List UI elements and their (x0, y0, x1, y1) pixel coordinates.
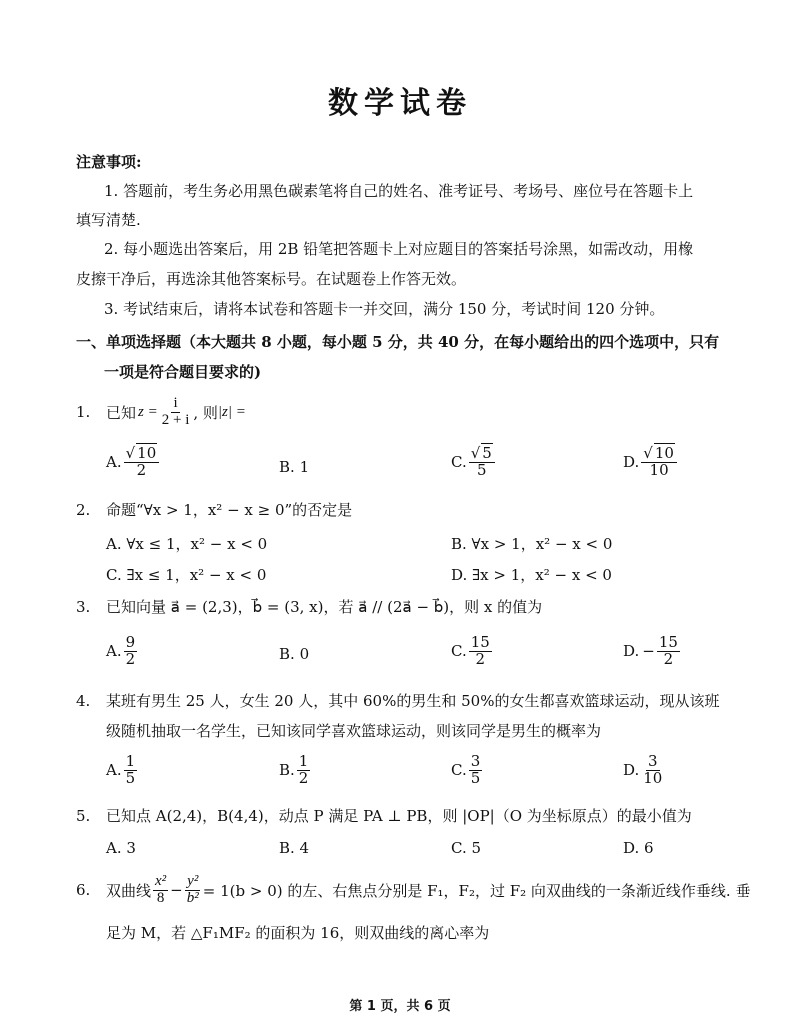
option-a (106, 635, 139, 668)
sqrt-symbol: √ (125, 444, 136, 462)
question-6-line-2: 足为 M，若 △F₁MF₂ 的面积为 16，则双曲线的离心率为 (106, 924, 490, 942)
option-fraction (641, 446, 677, 479)
notice-item-3: 3. 考试结束后，请将本试卷和答题卡一并交回，满分 150 分，考试时间 120 分钟。 (104, 300, 665, 318)
option-label: B. (279, 761, 295, 780)
option-label: B. (279, 458, 295, 476)
question-number: 6. (76, 881, 91, 900)
fraction-numerator: 9 (125, 633, 136, 651)
question-1-z: z = (138, 403, 158, 420)
option-fraction (124, 754, 138, 787)
fraction-y (185, 874, 201, 907)
fraction-denominator: 5 (477, 460, 487, 479)
option-a: A. ∀x ≤ 1，x² − x < 0 (106, 535, 268, 553)
option-b: B. ∀x > 1，x² − x < 0 (451, 535, 613, 553)
page-footer: 第 1 页，共 6 页 (349, 999, 451, 1014)
option-a (106, 446, 161, 479)
fraction-numerator: 3 (648, 752, 658, 770)
fraction-numerator: 15 (658, 633, 678, 651)
page-title: 数学试卷 (328, 86, 472, 121)
option-c: C. ∃x ≤ 1，x² − x < 0 (106, 566, 267, 584)
fraction-numerator: 15 (470, 633, 490, 651)
option-label: C. (451, 642, 467, 661)
section-heading-line-2: 一项是符合题目要求的) (104, 363, 262, 381)
question-number: 3. (76, 598, 91, 616)
option-d: D. 6 (623, 839, 654, 857)
question-1-abs: |z| = (217, 403, 246, 420)
option-d (623, 754, 666, 787)
option-label: C. (451, 453, 467, 472)
fraction-denominator: 2 (475, 649, 486, 668)
fraction-numerator: 1 (125, 752, 136, 770)
option-fraction (469, 446, 495, 479)
question-6-equation-rest: = 1(b > 0) 的左、右焦点分别是 F₁，F₂，过 F₂ 向双曲线的一条渐近线作垂线. 垂 (202, 881, 751, 900)
question-1-post: , 则 (193, 403, 218, 422)
option-label: A. (106, 453, 122, 472)
option-c (451, 754, 484, 787)
question-stem: 已知点 A(2,4)，B(4,4)，动点 P 满足 PA ⊥ PB，则 |OP|（O 为坐标原点）的最小值为 (106, 807, 692, 825)
question-6-pre: 双曲线 (106, 881, 152, 900)
fraction-denominator: b² (186, 889, 199, 906)
question-1-pre: 已知 (106, 403, 137, 422)
question-number: 1. (76, 403, 91, 422)
fraction-denominator: 10 (643, 768, 663, 787)
sqrt-symbol: √ (643, 444, 653, 462)
notice-item-2-line-2: 皮擦干净后，再选涂其他答案标号。在试题卷上作答无效。 (76, 270, 467, 288)
question-1 (76, 396, 246, 429)
question-4-line-2: 级随机抽取一名学生，已知该同学喜欢篮球运动，则该同学是男生的概率为 (106, 722, 602, 740)
question-4 (76, 690, 719, 711)
question-5 (76, 805, 692, 826)
question-stem-line-1: 某班有男生 25 人，女生 20 人，其中 60%的男生和 50%的女生都喜欢篮球运动，现从该班 (106, 692, 720, 710)
notice-item-1-line-1: 1. 答题前，考生务必用黑色碳素笔将自己的姓名、准考证号、考场号、座位号在答题卡上 (104, 182, 694, 200)
option-sign: − (642, 642, 655, 661)
option-c: C. 5 (451, 839, 482, 857)
option-label: D. (623, 642, 640, 661)
question-stem: 已知向量 a⃗ = (2,3)，b⃗ = (3, x)，若 a⃗ // (2a⃗ − b⃗)，则 x 的值为 (106, 598, 543, 616)
fraction-numerator: i (173, 395, 178, 411)
option-fraction (124, 635, 138, 668)
option-b (279, 645, 309, 663)
fraction-denominator: 5 (470, 768, 481, 787)
minus-sign: − (170, 881, 183, 900)
fraction-denominator: 2 (663, 649, 674, 668)
option-fraction (297, 754, 311, 787)
option-a: A. 3 (106, 839, 136, 857)
notice-item-1-line-2: 填写清楚. (76, 211, 141, 229)
fraction-numerator: x² (155, 873, 167, 889)
option-fraction (641, 754, 664, 787)
radicand: 10 (654, 444, 674, 462)
option-b: B. 4 (279, 839, 310, 857)
notice-item-2-line-1: 2. 每小题选出答案后，用 2B 铅笔把答题卡上对应题目的答案括号涂黑，如需改动，用橡 (104, 240, 694, 258)
option-value: 0 (299, 645, 310, 663)
option-b (279, 754, 312, 787)
fraction-denominator: 2 + i (161, 411, 190, 428)
option-c (451, 446, 497, 479)
question-number: 4. (76, 692, 91, 710)
fraction-denominator: 2 (136, 460, 147, 479)
option-label: D. (623, 453, 640, 472)
option-fraction (469, 754, 483, 787)
option-label: A. (106, 761, 122, 780)
question-3 (76, 596, 542, 617)
section-heading-line-1: 一、单项选择题（本大题共 8 小题，每小题 5 分，共 40 分，在每小题给出的四个选项中，只有 (76, 333, 720, 351)
fraction-numerator: y² (187, 873, 199, 889)
question-number: 5. (76, 807, 91, 825)
option-fraction (124, 446, 160, 479)
question-number: 2. (76, 501, 91, 519)
option-label: A. (106, 642, 122, 661)
notice-heading: 注意事项: (76, 153, 142, 171)
option-c (451, 635, 494, 668)
option-b (279, 458, 309, 476)
option-value: 1 (299, 458, 310, 476)
question-1-fraction (160, 396, 192, 429)
radicand: 10 (137, 444, 157, 462)
option-d (623, 446, 679, 479)
fraction-denominator: 10 (649, 460, 669, 479)
fraction-denominator: 8 (156, 889, 165, 906)
question-2 (76, 499, 352, 520)
question-6 (76, 874, 750, 907)
option-label: D. (623, 761, 640, 780)
fraction-denominator: 5 (125, 768, 136, 787)
option-a (106, 754, 139, 787)
fraction-numerator: 3 (470, 752, 481, 770)
option-label: C. (451, 761, 467, 780)
fraction-numerator: 1 (298, 752, 309, 770)
option-d (623, 635, 682, 668)
option-d: D. ∃x > 1，x² − x < 0 (451, 566, 612, 584)
sqrt-symbol: √ (470, 444, 481, 462)
option-label: B. (279, 645, 295, 663)
fraction-denominator: 2 (298, 768, 309, 787)
option-fraction (657, 635, 680, 668)
option-fraction (469, 635, 492, 668)
fraction-denominator: 2 (125, 649, 136, 668)
fraction-x (153, 874, 168, 907)
question-stem: 命题“∀x > 1，x² − x ≥ 0”的否定是 (106, 501, 353, 519)
radicand: 5 (482, 444, 492, 462)
